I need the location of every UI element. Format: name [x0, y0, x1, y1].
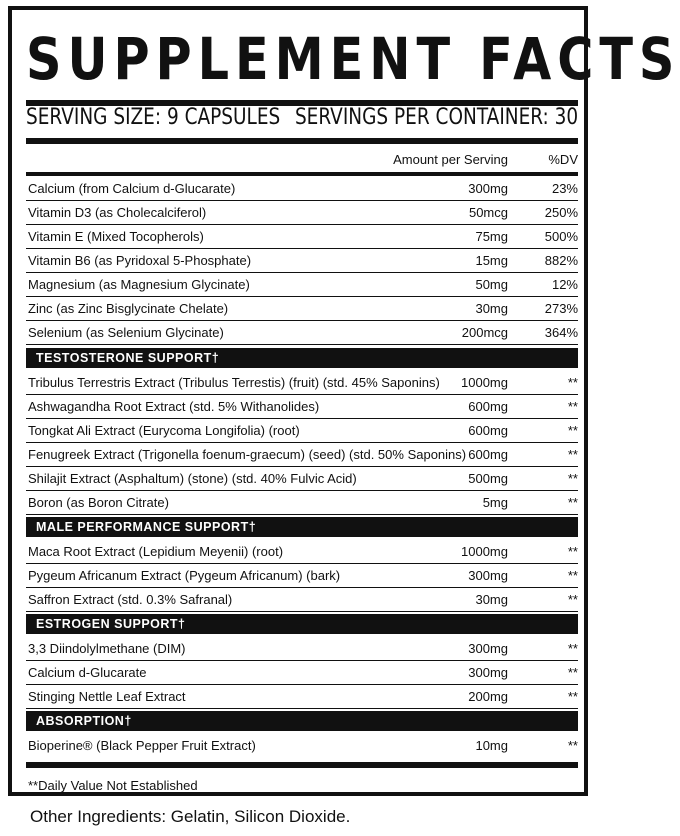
- ingredient-amount: 600mg: [468, 423, 508, 438]
- ingredient-row: [26, 685, 578, 709]
- ingredient-name: Shilajit Extract (Asphaltum) (stone) (std. 40% Fulvic Acid): [28, 471, 357, 486]
- ingredient-amount: 10mg: [475, 738, 508, 753]
- nutrient-name: Vitamin E (Mixed Tocopherols): [28, 229, 204, 244]
- ingredient-name: Tribulus Terrestris Extract (Tribulus Terrestis) (fruit) (std. 45% Saponins): [28, 375, 440, 390]
- ingredient-row: [26, 564, 578, 588]
- ingredient-name: Maca Root Extract (Lepidium Meyenii) (root): [28, 544, 284, 559]
- ingredient-amount: 300mg: [468, 665, 508, 680]
- nutrient-amount: 15mg: [475, 253, 508, 268]
- header-rule: [26, 172, 578, 176]
- ingredient-row: [26, 540, 578, 564]
- nutrient-row: [26, 201, 578, 225]
- nutrient-amount: 50mg: [475, 277, 508, 292]
- nutrient-dv: 364%: [544, 325, 578, 340]
- ingredient-name: Calcium d-Glucarate: [28, 665, 147, 680]
- nutrient-dv: 273%: [544, 301, 578, 316]
- ingredient-row: [26, 371, 578, 395]
- nutrient-amount: 300mg: [468, 181, 508, 196]
- panel-title: SUPPLEMENT FACTS: [26, 25, 680, 93]
- nutrient-amount: 75mg: [475, 229, 508, 244]
- ingredient-row: [26, 661, 578, 685]
- nutrient-dv: 12%: [551, 277, 578, 292]
- nutrient-name: Vitamin D3 (as Cholecalciferol): [28, 205, 207, 220]
- section-header-absorption: [26, 711, 578, 731]
- section-title: ABSORPTION†: [36, 714, 132, 728]
- ingredient-dv: **: [567, 399, 578, 414]
- daily-value-footnote: **Daily Value Not Established: [28, 778, 198, 793]
- ingredient-row: [26, 637, 578, 661]
- ingredient-amount: 600mg: [468, 399, 508, 414]
- ingredient-dv: **: [567, 641, 578, 656]
- nutrient-dv: 882%: [544, 253, 578, 268]
- bottom-rule: [26, 762, 578, 768]
- ingredient-row: [26, 588, 578, 612]
- ingredient-name: Saffron Extract (std. 0.3% Safranal): [28, 592, 233, 607]
- ingredient-dv: **: [567, 423, 578, 438]
- ingredient-row: [26, 491, 578, 515]
- section-title: MALE PERFORMANCE SUPPORT†: [36, 520, 257, 534]
- ingredient-row: [26, 419, 578, 443]
- ingredient-name: Bioperine® (Black Pepper Fruit Extract): [28, 738, 256, 753]
- nutrient-amount: 200mcg: [461, 325, 508, 340]
- ingredient-name: Tongkat Ali Extract (Eurycoma Longifolia) (root): [28, 423, 300, 438]
- supplement-facts-panel: [8, 6, 680, 796]
- ingredient-amount: 200mg: [468, 689, 508, 704]
- ingredient-row: [26, 443, 578, 467]
- ingredient-dv: **: [567, 375, 578, 390]
- ingredient-row: [26, 734, 578, 758]
- nutrient-amount: 30mg: [475, 301, 508, 316]
- nutrient-name: Selenium (as Selenium Glycinate): [28, 325, 224, 340]
- ingredient-name: Pygeum Africanum Extract (Pygeum Africanum) (bark): [28, 568, 341, 583]
- ingredient-row: [26, 467, 578, 491]
- ingredient-name: 3,3 Diindolylmethane (DIM): [28, 641, 186, 656]
- serving-info: [26, 104, 578, 132]
- section-title: TESTOSTERONE SUPPORT†: [36, 351, 220, 365]
- ingredient-dv: **: [567, 447, 578, 462]
- section-title: ESTROGEN SUPPORT†: [36, 617, 186, 631]
- ingredient-amount: 300mg: [468, 641, 508, 656]
- ingredient-dv: **: [567, 471, 578, 486]
- nutrient-dv: 500%: [544, 229, 578, 244]
- ingredient-amount: 500mg: [468, 471, 508, 486]
- ingredient-amount: 600mg: [468, 447, 508, 462]
- nutrient-amount: 50mcg: [468, 205, 508, 220]
- servings-per-container: SERVINGS PER CONTAINER: 30: [294, 105, 578, 130]
- ingredient-dv: **: [567, 738, 578, 753]
- ingredient-amount: 300mg: [468, 568, 508, 583]
- nutrient-row: [26, 177, 578, 201]
- nutrient-row: [26, 273, 578, 297]
- section-header-testosterone: [26, 348, 578, 368]
- ingredient-amount: 1000mg: [461, 544, 508, 559]
- column-header-row: [26, 148, 578, 172]
- section-header-male-performance: [26, 517, 578, 537]
- ingredient-dv: **: [567, 495, 578, 510]
- nutrient-row: [26, 321, 578, 345]
- nutrient-dv: 250%: [544, 205, 578, 220]
- nutrient-name: Calcium (from Calcium d-Glucarate): [28, 181, 236, 196]
- ingredient-dv: **: [567, 689, 578, 704]
- ingredient-name: Boron (as Boron Citrate): [28, 495, 169, 510]
- section-header-estrogen: [26, 614, 578, 634]
- ingredient-name: Stinging Nettle Leaf Extract: [28, 689, 186, 704]
- nutrient-row: [26, 297, 578, 321]
- nutrient-row: [26, 249, 578, 273]
- nutrient-name: Vitamin B6 (as Pyridoxal 5-Phosphate): [28, 253, 252, 268]
- nutrient-row: [26, 225, 578, 249]
- ingredient-amount: 1000mg: [461, 375, 508, 390]
- ingredient-amount: 5mg: [482, 495, 508, 510]
- amount-header: Amount per Serving: [393, 152, 508, 167]
- nutrient-name: Magnesium (as Magnesium Glycinate): [28, 277, 250, 292]
- ingredient-name: Ashwagandha Root Extract (std. 5% Withanolides): [28, 399, 320, 414]
- ingredient-row: [26, 395, 578, 419]
- serving-rule: [26, 138, 578, 144]
- nutrient-name: Zinc (as Zinc Bisglycinate Chelate): [28, 301, 229, 316]
- nutrient-dv: 23%: [551, 181, 578, 196]
- ingredient-name: Fenugreek Extract (Trigonella foenum-graecum) (seed) (std. 50% Saponins): [28, 447, 467, 462]
- serving-size: SERVING SIZE: 9 CAPSULES: [26, 105, 281, 130]
- ingredient-amount: 30mg: [475, 592, 508, 607]
- other-ingredients: Other Ingredients: Gelatin, Silicon Dioxide.: [30, 807, 351, 826]
- dv-header: %DV: [548, 152, 578, 167]
- ingredient-dv: **: [567, 665, 578, 680]
- ingredient-dv: **: [567, 544, 578, 559]
- ingredient-dv: **: [567, 568, 578, 583]
- ingredient-dv: **: [567, 592, 578, 607]
